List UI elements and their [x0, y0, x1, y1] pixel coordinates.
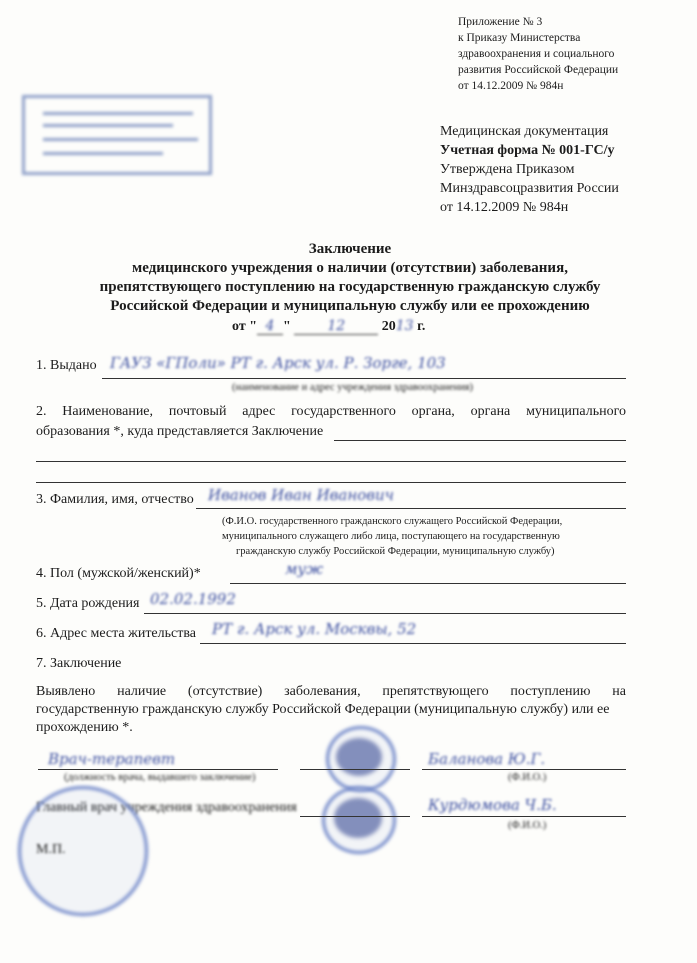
date-year: 13	[395, 318, 414, 334]
field3-caption-line1: (Ф.И.О. государственного гражданского служащего Российской Федерации,	[222, 516, 563, 527]
title-line: медицинского учреждения о наличии (отсутствии) заболевания,	[132, 260, 568, 276]
doctor-caption: (должность врача, выдавшего заключение)	[64, 772, 256, 783]
field3-label: 3. Фамилия, имя, отчество	[36, 492, 194, 507]
date-mid: "	[282, 319, 291, 334]
field7-text-line1: Выявлено наличие (отсутствие) заболевания, препятствующего поступлению на	[36, 684, 626, 699]
field5-value: 02.02.1992	[150, 590, 236, 608]
seal-place-label: М.П.	[36, 842, 66, 857]
date-suffix: г.	[417, 319, 426, 334]
field2-line2: образования *, куда представляется Заключение	[36, 424, 324, 439]
field7-text-line3: прохождению *.	[36, 720, 133, 735]
field1-value: ГАУЗ «ГПоли» РТ г. Аpск ул. Р. Зорге, 103	[110, 354, 446, 372]
field1-caption: (наименование и адрес учреждения здравоохранения)	[232, 382, 474, 393]
form-info-line: Минздравсоцразвития России	[440, 181, 619, 196]
chief-fio: Курдюмова Ч.Б.	[428, 796, 557, 814]
form-info-block	[440, 122, 619, 217]
doctor-fio: Баланова Ю.Г.	[428, 750, 546, 768]
title-line: Российской Федерации и муниципальную службу или ее прохождению	[110, 298, 590, 314]
form-info-line: Медицинская документация	[440, 124, 609, 139]
stamp-ink-doctor	[336, 738, 382, 776]
field5-label: 5. Дата рождения	[36, 596, 140, 611]
document-date	[232, 318, 425, 335]
doctor-position-value: Врач-терапевт	[48, 750, 176, 768]
document-title	[60, 240, 640, 316]
rectangular-stamp	[22, 95, 212, 175]
field3-caption-line2: муниципального служащего либо лица, поступающего на государственную	[222, 531, 560, 542]
field6-value: РТ г. Аpск ул. Москвы, 52	[212, 620, 417, 638]
form-info-line: от 14.12.2009 № 984н	[440, 200, 569, 215]
field7-label: 7. Заключение	[36, 656, 122, 671]
appendix-line: к Приказу Министерства	[458, 32, 581, 44]
appendix-line: от 14.12.2009 № 984н	[458, 80, 564, 92]
field6-label: 6. Адрес места жительства	[36, 626, 196, 641]
date-month: 12	[294, 318, 378, 335]
date-year-prefix: 20	[381, 319, 396, 334]
date-day: 4	[257, 318, 283, 335]
field7-text-line2: государственную гражданскую службу Российской Федерации (муниципальную службу) или ее	[36, 702, 610, 717]
fio-caption-2: (Ф.И.О.)	[508, 820, 547, 831]
form-number: Учетная форма № 001-ГС/у	[440, 143, 615, 158]
fio-caption: (Ф.И.О.)	[508, 772, 547, 783]
appendix-line: развития Российской Федерации	[458, 64, 619, 76]
title-line: Заключение	[308, 241, 392, 257]
appendix-line: здравоохранения и социального	[458, 48, 615, 60]
field1-label: 1. Выдано	[36, 358, 97, 373]
field3-caption-line3: гражданскую службу Российской Федерации, муниципальную службу)	[236, 546, 555, 557]
field4-value: муж	[285, 560, 324, 578]
field3-value: Иванов Иван Иванович	[208, 486, 394, 504]
title-line: препятствующего поступлению на государственную гражданскую службу	[99, 279, 601, 295]
appendix-line: Приложение № 3	[458, 16, 543, 28]
field4-label: 4. Пол (мужской/женский)*	[36, 566, 201, 581]
chief-label: Главный врач учреждения здравоохранения	[36, 800, 297, 815]
form-info-line: Утверждена Приказом	[440, 162, 575, 177]
stamp-ink-chief	[334, 798, 382, 838]
appendix-block	[458, 14, 618, 94]
field2-line1: 2. Наименование, почтовый адрес государственного органа, органа муниципального	[36, 404, 626, 419]
date-prefix: от "	[232, 319, 257, 334]
